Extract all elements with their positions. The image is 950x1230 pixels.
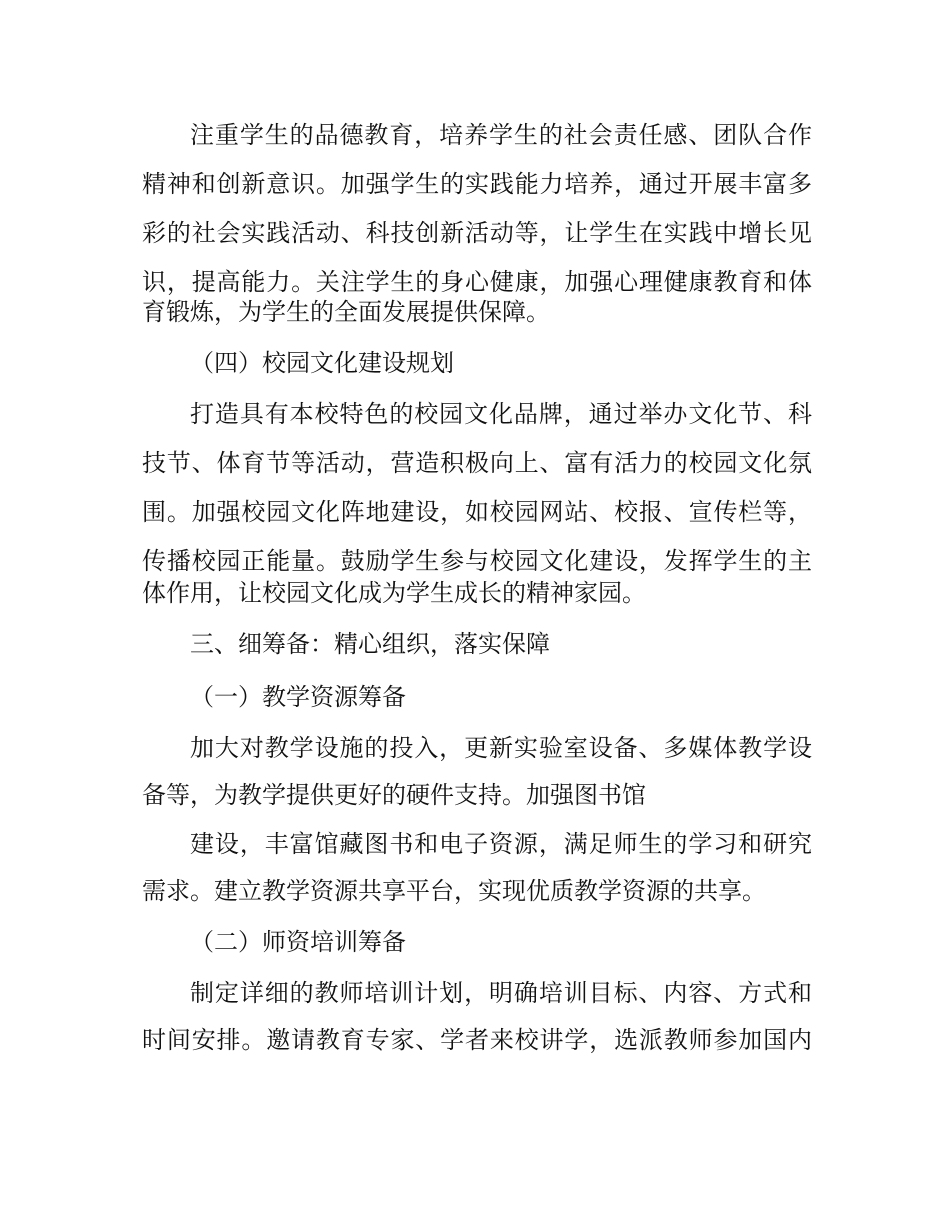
- section-heading: （四）校园文化建设规划: [190, 349, 454, 377]
- paragraph-line: 时间安排。邀请教育专家、学者来校讲学，选派教师参加国内: [142, 1026, 812, 1054]
- paragraph-line: 传播校园正能量。鼓励学生参与校园文化建设，发挥学生的主: [142, 547, 812, 575]
- paragraph-line: 备等，为教学提供更好的硬件支持。加强图书馆: [142, 781, 646, 809]
- section-heading: （一）教学资源筹备: [190, 683, 406, 711]
- paragraph-line: 技节、体育节等活动，营造积极向上、富有活力的校园文化氛: [142, 449, 812, 477]
- paragraph-line: 需求。建立教学资源共享平台，实现优质教学资源的共享。: [142, 877, 766, 905]
- section-heading: （二）师资培训筹备: [190, 928, 406, 956]
- paragraph-line: 育锻炼，为学生的全面发展提供保障。: [142, 298, 550, 326]
- paragraph-line: 围。加强校园文化阵地建设，如校园网站、校报、宣传栏等，: [142, 498, 812, 526]
- paragraph-line: 制定详细的教师培训计划，明确培训目标、内容、方式和: [190, 979, 812, 1007]
- paragraph-line: 注重学生的品德教育，培养学生的社会责任感、团队合作: [190, 121, 812, 149]
- paragraph-line: 识，提高能力。关注学生的身心健康，加强心理健康教育和体: [142, 268, 812, 296]
- paragraph-line: 建设，丰富馆藏图书和电子资源，满足师生的学习和研究: [190, 830, 812, 858]
- chapter-heading: 三、细筹备：精心组织，落实保障: [190, 630, 550, 658]
- paragraph-line: 体作用，让校园文化成为学生成长的精神家园。: [142, 579, 646, 607]
- paragraph-line: 打造具有本校特色的校园文化品牌，通过举办文化节、科: [190, 400, 812, 428]
- paragraph-line: 精神和创新意识。加强学生的实践能力培养，通过开展丰富多: [142, 170, 812, 198]
- paragraph-line: 彩的社会实践活动、科技创新活动等，让学生在实践中增长见: [142, 219, 812, 247]
- paragraph-line: 加大对教学设施的投入，更新实验室设备、多媒体教学设: [190, 734, 812, 762]
